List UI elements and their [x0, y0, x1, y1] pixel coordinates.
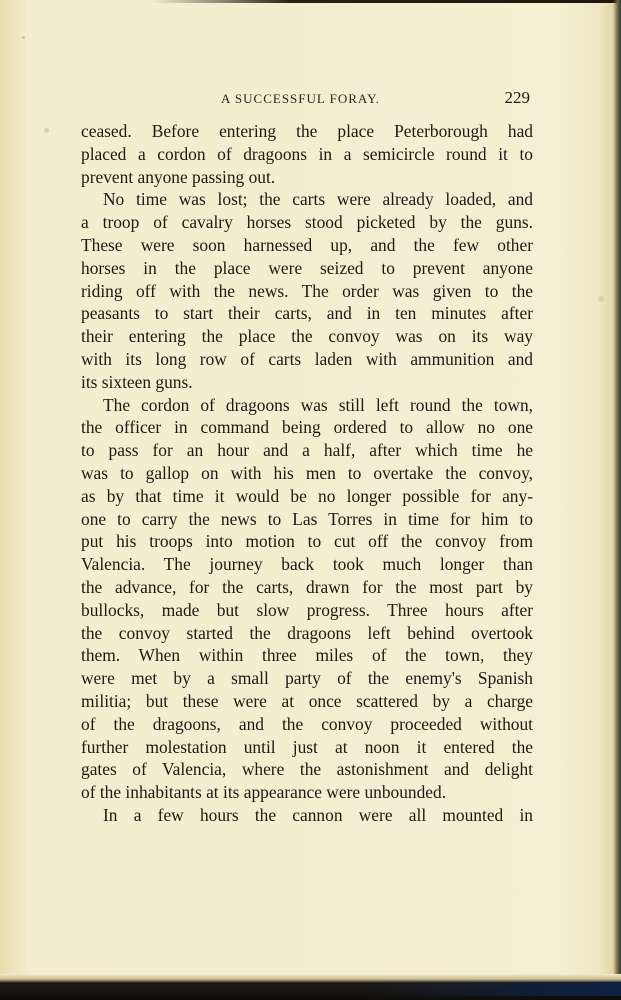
text-line: were met by a small party of the enemy's Spanish	[81, 668, 533, 689]
page-bottom-edge-shadow	[0, 974, 621, 1000]
text-line: its sixteen guns.	[81, 371, 193, 392]
paper-speck	[598, 296, 604, 302]
text-line: a troop of cavalry horses stood picketed by the guns.	[81, 212, 533, 233]
text-line: put his troops into motion to cut off the convoy from	[81, 531, 533, 552]
paragraph-start-line: In a few hours the cannon were all mounted in	[103, 804, 533, 825]
text-line: bullocks, made but slow progress. Three hours after	[81, 599, 533, 620]
scan-color-strip	[361, 982, 621, 996]
text-line: their entering the place the convoy was on its way	[81, 326, 533, 347]
paragraph-start-line: The cordon of dragoons was still left round the town,	[103, 394, 533, 415]
text-line: militia; but these were at once scattered by a charge	[81, 690, 533, 711]
text-line: the officer in command being ordered to allow no one	[81, 417, 533, 438]
text-line: riding off with the news. The order was given to the	[81, 280, 533, 301]
text-line: further molestation until just at noon it entered the	[81, 736, 533, 757]
text-line: of the inhabitants at its appearance were unbounded.	[81, 782, 447, 803]
text-line: ceased. Before entering the place Peterborough had	[81, 121, 533, 141]
page-number: 229	[504, 88, 530, 107]
text-line: horses in the place were seized to prevent anyone	[81, 257, 533, 278]
text-line: the convoy started the dragoons left behind overtook	[81, 622, 533, 643]
page-header	[80, 88, 530, 110]
text-line: them. When within three miles of the town, they	[81, 645, 533, 666]
body-text	[81, 120, 533, 827]
paper-speck	[44, 128, 49, 133]
page-right-edge-shadow	[613, 0, 621, 1000]
text-line: gates of Valencia, where the astonishment and delight	[81, 759, 533, 780]
text-line: the advance, for the carts, drawn for the most part by	[81, 576, 533, 597]
running-head: A SUCCESSFUL FORAY.	[221, 91, 381, 106]
text-line: peasants to start their carts, and in ten minutes after	[81, 303, 533, 324]
text-line: prevent anyone passing out.	[81, 166, 276, 187]
text-line: with its long row of carts laden with ammunition and	[81, 348, 533, 369]
text-line: was to gallop on with his men to overtake the convoy,	[81, 462, 533, 483]
text-line: placed a cordon of dragoons in a semicircle round it to	[81, 143, 533, 164]
page-top-edge-shadow	[150, 0, 621, 3]
text-line: These were soon harnessed up, and the few other	[81, 234, 533, 255]
paragraph-start-line: No time was lost; the carts were already loaded, and	[103, 189, 533, 210]
text-line: of the dragoons, and the convoy proceeded without	[81, 713, 533, 734]
text-line: Valencia. The journey back took much longer than	[81, 554, 533, 575]
text-line: as by that time it would be no longer possible for any-	[81, 485, 533, 506]
text-line: to pass for an hour and a half, after which time he	[81, 440, 533, 461]
paper-speck	[22, 36, 25, 39]
text-line: one to carry the news to Las Torres in time for him to	[81, 508, 533, 529]
